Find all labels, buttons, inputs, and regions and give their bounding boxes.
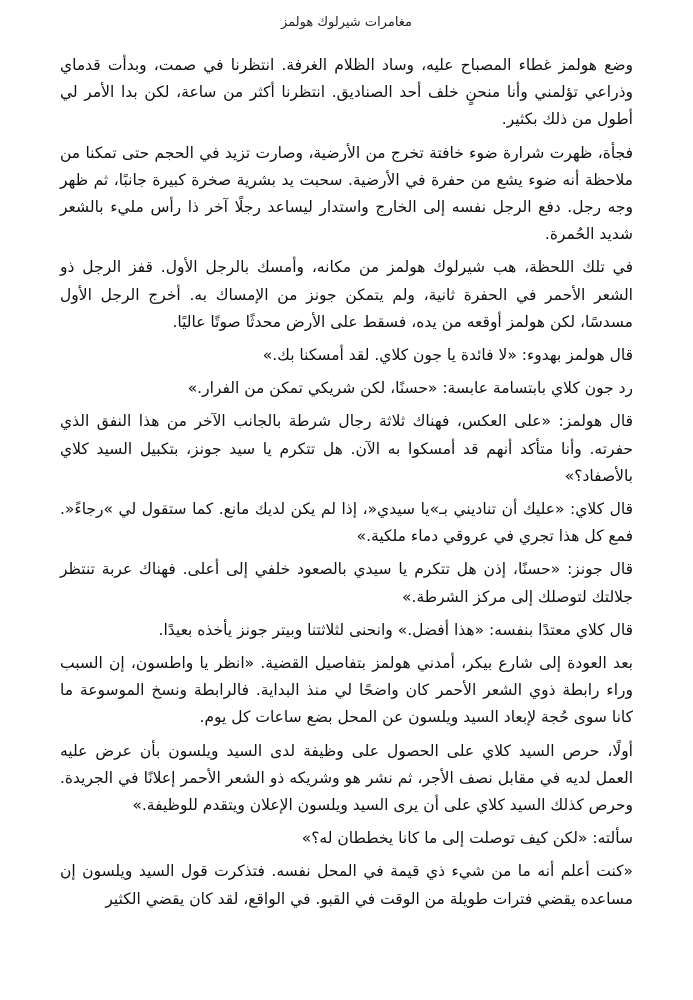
paragraph: فجأة، ظهرت شرارة ضوء خافتة تخرج من الأرضية، وصارت تزيد في الحجم حتى تمكنا من ملاحظة أنه ضوء يشع من حفرة في الأرضية. سحبت يد بشرية صخرة كبيرة جانبًا، ثم ظهر وجه رجل. دفع الرجل نفسه إلى الخارج واستدار ليساعد رجلًا آخر ذا رأس مليء بالشعر شديد الحُمرة. bbox=[60, 143, 633, 244]
running-header: مغامرات شيرلوك هولمز bbox=[280, 15, 413, 30]
paragraph: سألته: «لكن كيف توصلت إلى ما كانا يخططان له؟» bbox=[301, 829, 633, 848]
paragraph: قال هولمز بهدوء: «لا فائدة يا جون كلاي. لقد أمسكنا بك.» bbox=[262, 346, 633, 365]
paragraph: وضع هولمز غطاء المصباح عليه، وساد الظلام الغرفة. انتظرنا في صمت، وبدأت قدماي وذراعي تؤلمني وأنا منحنٍ خلف أحد الصناديق. انتظرنا أكثر من ساعة، لكن بدا الأمر لي أطول من ذلك بكثير. bbox=[60, 56, 633, 129]
paragraph: قال كلاي: «عليك أن تناديني بـ»يا سيدي«، إذا لم يكن لديك مانع. كما ستقول لي »رجاءً«. فمع كل هذا تجري في عروقي دماء ملكية.» bbox=[60, 500, 633, 546]
paragraph: في تلك اللحظة، هب شيرلوك هولمز من مكانه، وأمسك بالرجل الأول. قفز الرجل ذو الشعر الأحمر في الحفرة ثانية، ولم يتمكن جونز من الإمساك به. أخرج الرجل الأول مسدسًا، لكن هولمز أوقعه من يده، فسقط على الأرض محدثًا صوتًا عاليًا. bbox=[60, 258, 633, 331]
paragraph: بعد العودة إلى شارع بيكر، أمدني هولمز بتفاصيل القضية. «انظر يا واطسون، إن السبب وراء رابطة ذوي الشعر الأحمر كان واضحًا لي منذ البداية. فالرابطة ونسخ الموسوعة ما كانا سوى حُجة لإبعاد السيد ويلسون عن المحل بضع ساعات كل يوم. bbox=[60, 654, 633, 727]
paragraph: قال هولمز: «على العكس، فهناك ثلاثة رجال شرطة بالجانب الآخر من هذا النفق الذي حفرته. وأنا متأكد أنهم قد أمسكوا به الآن. هل تتكرم يا سيد جونز، بتكبيل السيد كلاي بالأصفاد؟» bbox=[60, 412, 633, 485]
paragraph: «كنت أعلم أنه ما من شيء ذي قيمة في المحل نفسه. فتذكرت قول السيد ويلسون إن مساعده يقضي فترات طويلة من الوقت في القبو. في الواقع، لقد كان يقضي الكثير bbox=[60, 862, 633, 908]
body-text bbox=[60, 52, 633, 913]
paragraph: أولًا، حرص السيد كلاي على الحصول على وظيفة لدى السيد ويلسون بأن عرض عليه العمل لديه في مقابل نصف الأجر، ثم نشر هو وشريكه ذو الشعر الأحمر إعلانًا في الجريدة. وحرص كذلك السيد كلاي على أن يرى السيد ويلسون الإعلان ويتقدم للوظيفة.» bbox=[60, 741, 633, 815]
paragraph: قال جونز: «حسنًا، إذن هل تتكرم يا سيدي بالصعود خلفي إلى أعلى. فهناك عربة تنتظر جلالتك لتوصلك إلى مركز الشرطة.» bbox=[60, 560, 633, 606]
paragraph: رد جون كلاي بابتسامة عابسة: «حسنًا، لكن شريكي تمكن من الفرار.» bbox=[187, 379, 633, 398]
paragraph: قال كلاي معتدًا بنفسه: «هذا أفضل.» وانحنى لثلاثتنا وبيتر جونز يأخذه بعيدًا. bbox=[158, 620, 633, 639]
